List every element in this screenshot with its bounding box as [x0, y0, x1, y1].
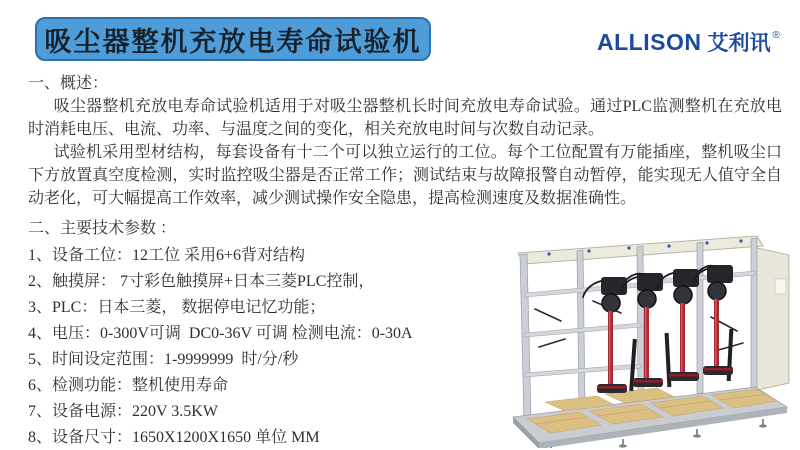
overview-paragraph: 吸尘器整机充放电寿命试验机适用于对吸尘器整机长时间充放电寿命试验。通过PLC监测整机在充放电时消耗电压、电流、功率、与温度之间的变化，相关充放电时间与次数自动记录。	[28, 98, 782, 138]
product-photo	[505, 221, 797, 448]
spec-item: 6、检测功能：整机使用寿命	[28, 377, 229, 394]
vacuum-unit	[597, 277, 627, 393]
spec-item: 5、时间设定范围：1-9999999 时/分/秒	[28, 351, 299, 368]
spec-item: 1、设备工位：12工位 采用6+6背对结构	[28, 247, 306, 264]
brand-logo-latin: ALLISON	[597, 29, 702, 55]
spec-item: 3、PLC：日本三菱， 数据停电记忆功能；	[28, 299, 326, 316]
spec-item: 7、设备电源：220V 3.5KW	[28, 403, 218, 420]
spec-item: 4、电压：0-300V可调 DC0-36V 可调 检测电流：0-30A	[28, 325, 413, 342]
spec-item: 8、设备尺寸：1650X1200X1650 单位 MM	[28, 429, 320, 446]
spec-item: 2、触摸屏： 7寸彩色触摸屏+日本三菱PLC控制，	[28, 273, 375, 290]
page-title: 吸尘器整机充放电寿命试验机	[44, 26, 422, 57]
cabinet-panel	[753, 247, 789, 391]
overview-heading: 一、概述：	[28, 75, 109, 92]
overview-section	[28, 72, 782, 210]
specs-section	[28, 216, 528, 450]
vacuum-unit	[669, 269, 699, 381]
brand-logo	[597, 27, 780, 57]
specs-list	[28, 243, 528, 450]
title-banner	[35, 17, 431, 61]
specs-heading: 二、主要技术参数 ：	[28, 220, 177, 237]
brand-logo-chinese: 艾利讯	[707, 32, 771, 55]
registered-trademark-icon: ®	[772, 30, 780, 41]
overview-paragraph: 试验机采用型材结构，每套设备有十二个可以独立运行的工位。每个工位配置有万能插座，整机吸尘口下方放置真空度检测，实时监控吸尘器是否正常工作；测试结束与故障报警自动暂停，能实现无人值守全自动老化，可大幅提高工作效率，减少测试操作安全隐患，提高检测速度及数据准确性。	[28, 144, 782, 207]
